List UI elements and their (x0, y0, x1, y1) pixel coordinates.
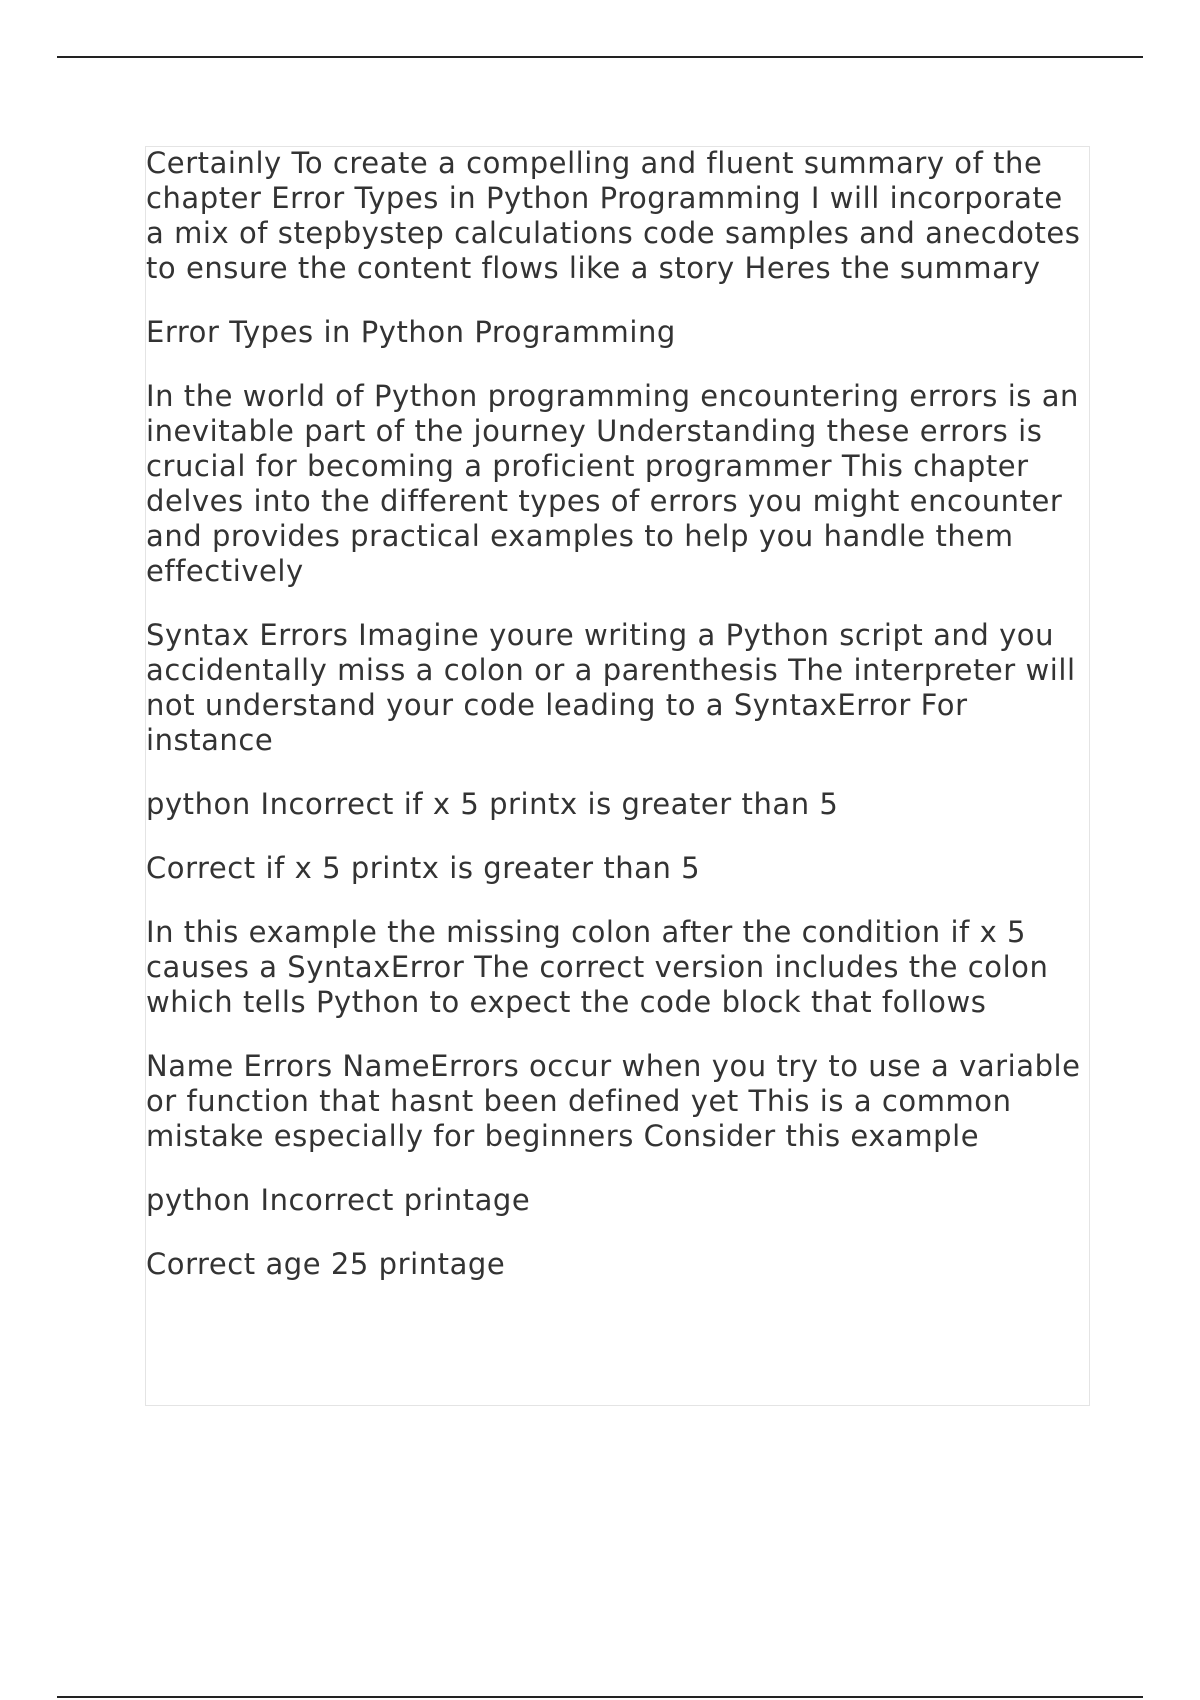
chapter-title: Error Types in Python Programming (146, 315, 676, 349)
footer-rule (57, 1696, 1143, 1698)
header-rule (57, 56, 1143, 58)
name-incorrect-code: python Incorrect printage (146, 1183, 531, 1217)
overview-paragraph: In the world of Python programming encountering errors is an inevitable part of the journey Understanding these errors is crucial for becoming a proficient programmer This chapter delves into the different types of errors you might encounter and provides practical examples to help you handle them effectively (146, 379, 1079, 588)
document-body (146, 146, 1090, 1282)
syntax-errors-paragraph: Syntax Errors Imagine youre writing a Python script and you accidentally miss a colon or a parenthesis The interpreter will not understand your code leading to a SyntaxError For instance (146, 618, 1076, 757)
name-correct-code: Correct age 25 printage (146, 1247, 506, 1281)
intro-paragraph: Certainly To create a compelling and fluent summary of the chapter Error Types in Python Programming I will incorporate a mix of stepbystep calculations code samples and anecdotes to ensure the content flows like a story Heres the summary (146, 146, 1081, 285)
syntax-correct-code: Correct if x 5 printx is greater than 5 (146, 851, 701, 885)
syntax-explanation-paragraph: In this example the missing colon after the condition if x 5 causes a SyntaxError The correct version includes the colon which tells Python to expect the code block that follows (146, 915, 1049, 1019)
name-errors-paragraph: Name Errors NameErrors occur when you try to use a variable or function that hasnt been defined yet This is a common mistake especially for beginners Consider this example (146, 1049, 1081, 1153)
syntax-incorrect-code: python Incorrect if x 5 printx is greater than 5 (146, 787, 839, 821)
